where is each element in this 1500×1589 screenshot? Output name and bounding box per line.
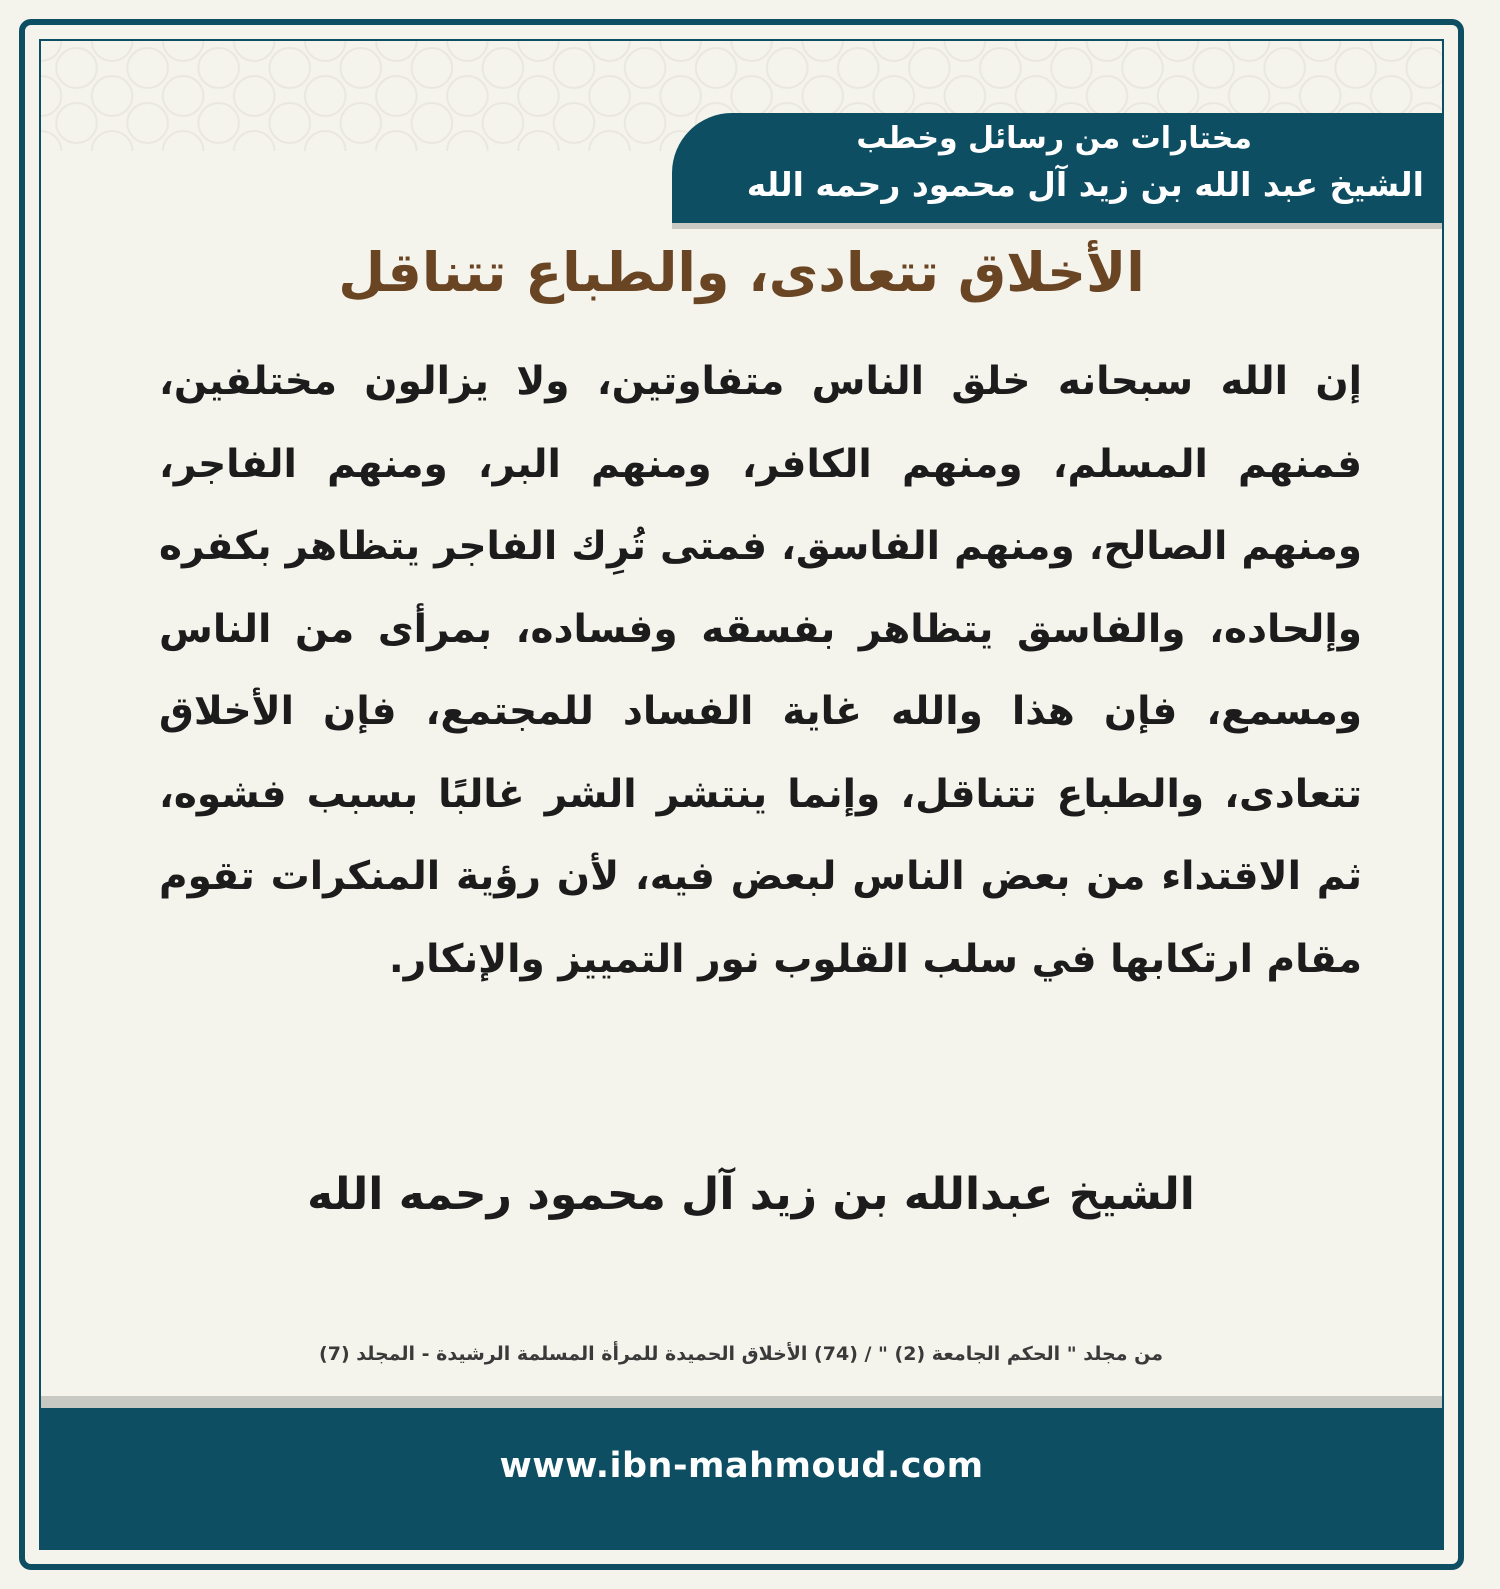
header-author: الشيخ عبد الله بن زيد آل محمود رحمه الله (746, 165, 1424, 204)
author-signature: الشيخ عبدالله بن زيد آل محمود رحمه الله (307, 1169, 1195, 1220)
header-series-title: مختارات من رسائل وخطب (856, 121, 1252, 156)
footer-divider (41, 1396, 1442, 1408)
page-title: الأخلاق تتعادى، والطباع تتناقل (338, 241, 1145, 304)
quote-body: إن الله سبحانه خلق الناس متفاوتين، ولا يزالون مختلفين، فمنهم المسلم، ومنهم الكافر، ومنهم البر، ومنهم الفاجر، ومنهم الصالح، ومنهم الفاسق، فمتى تُرِك الفاجر يتظاهر بكفره وإلحاده، والفاسق يتظاهر بفسقه وفساده، بمرأى من الناس ومسمع، فإن هذا والله غاية الفساد للمجتمع، فإن الأخلاق تتعادى، والطباع تتناقل، وإنما ينتشر الشر غالبًا بسبب فشوه، ثم الاقتداء من بعض الناس لبعض فيه، لأن رؤية المنكرات تقوم مقام ارتكابها في سلب القلوب نور التمييز والإنكار. (159, 359, 1362, 982)
footer-band (41, 1408, 1442, 1548)
source-citation: من مجلد " الحكم الجامعة (2) " / (74) الأخلاق الحميدة للمرأة المسلمة الرشيدة - المجلد (7) (319, 1343, 1163, 1365)
website-link[interactable]: www.ibn-mahmoud.com (499, 1446, 984, 1486)
quote-card (19, 19, 1464, 1570)
header-band (672, 113, 1442, 223)
card-inner-frame (39, 39, 1444, 1550)
